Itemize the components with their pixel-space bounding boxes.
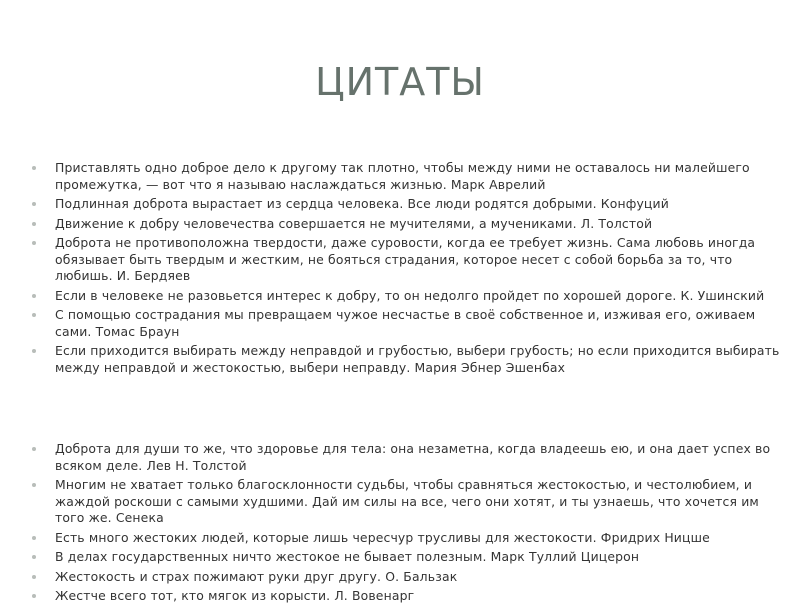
quote-text: Если приходится выбирать между неправдой и грубостью, выбери грубость; но если приходится выбирать между неправдой и жестокостью, выбери неправду. Мария Эбнер Эшенбах bbox=[55, 343, 780, 375]
bullet-icon bbox=[32, 222, 36, 226]
bullet-icon bbox=[32, 447, 36, 451]
bullet-icon bbox=[32, 483, 36, 487]
slide-title: ЦИТАТЫ bbox=[315, 60, 485, 104]
bullet-icon bbox=[32, 536, 36, 540]
bullet-icon bbox=[32, 241, 36, 245]
quote-item bbox=[30, 530, 780, 547]
quote-item bbox=[30, 196, 780, 213]
quote-item bbox=[30, 588, 780, 605]
quote-item bbox=[30, 288, 780, 305]
quote-text: Доброта не противоположна твердости, даже суровости, когда ее требует жизнь. Сама любовь иногда обязывает быть твердым и жестким, не бояться страдания, которое несет с собой борьба за то, что любишь. И. Бердяев bbox=[55, 235, 756, 283]
quote-text: В делах государственных ничто жестокое не бывает полезным. Марк Туллий Цицерон bbox=[55, 549, 640, 564]
quote-text: Многим не хватает только благосклонности судьбы, чтобы сравняться жестокостью, и честолюбием, и жаждой роскоши с самыми худшими. Дай им силы на все, чего они хотят, и ты узнаешь, что хочется им того же. Сенека bbox=[55, 477, 759, 525]
quote-item bbox=[30, 343, 780, 376]
bullet-icon bbox=[32, 202, 36, 206]
bullet-icon bbox=[32, 575, 36, 579]
bullet-icon bbox=[32, 594, 36, 598]
quote-item bbox=[30, 216, 780, 233]
quote-item bbox=[30, 235, 780, 285]
bullet-icon bbox=[32, 313, 36, 317]
quote-item bbox=[30, 569, 780, 586]
quote-text: Жестокость и страх пожимают руки друг другу. О. Бальзак bbox=[55, 568, 458, 584]
quotes-list-cruelty bbox=[30, 441, 780, 608]
quote-text: Жестче всего тот, кто мягок из корысти. Л. Вовенарг bbox=[55, 588, 415, 603]
quote-text: Если в человеке не разовьется интерес к добру, то он недолго пройдет по хорошей дороге. К. Ушинский bbox=[55, 287, 765, 303]
bullet-icon bbox=[32, 294, 36, 298]
quote-text: Движение к добру человечества совершается не мучителями, а мучениками. Л. Толстой bbox=[55, 215, 653, 231]
quote-item bbox=[30, 160, 780, 193]
quote-item bbox=[30, 441, 780, 474]
quote-text: С помощью сострадания мы превращаем чужое несчастье в своё собственное и, изживая его, оживаем сами. Томас Браун bbox=[55, 307, 756, 339]
bullet-icon bbox=[32, 349, 36, 353]
quotes-list-kindness bbox=[30, 160, 780, 379]
bullet-icon bbox=[32, 166, 36, 170]
quote-text: Есть много жестоких людей, которые лишь чересчур трусливы для жестокости. Фридрих Ницше bbox=[55, 529, 710, 545]
quote-item bbox=[30, 307, 780, 340]
quote-text: Подлинная доброта вырастает из сердца человека. Все люди родятся добрыми. Конфуций bbox=[55, 196, 669, 211]
bullet-icon bbox=[32, 555, 36, 559]
quote-text: Приставлять одно доброе дело к другому так плотно, чтобы между ними не оставалось ни малейшего промежутка, — вот что я называю наслаждаться жизнью. Марк Аврелий bbox=[55, 160, 750, 192]
quote-item bbox=[30, 549, 780, 566]
quote-text: Доброта для души то же, что здоровье для тела: она незаметна, когда владеешь ею, и она дает успех во всяком деле. Лев Н. Толстой bbox=[55, 441, 771, 473]
quote-item bbox=[30, 477, 780, 527]
